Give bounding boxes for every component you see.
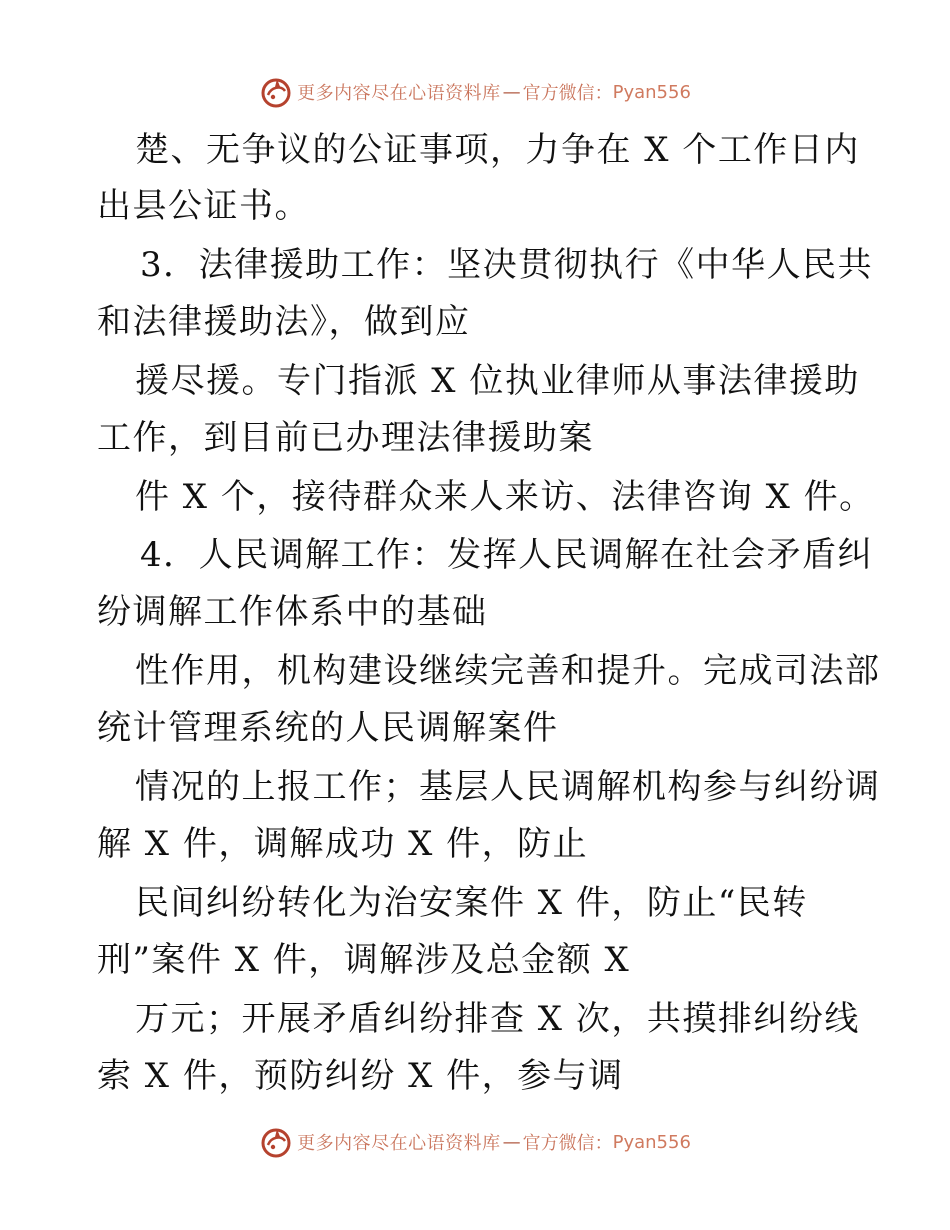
- body-line: 性作用，机构建设继续完善和提升。完成司法部: [135, 651, 881, 691]
- body-line: 出县公证书。: [97, 186, 310, 226]
- body-line: 援尽援。专门指派 X 位执业律师从事法律援助: [135, 361, 860, 401]
- banner-label: 官方微信：: [522, 83, 613, 104]
- body-line: 纷调解工作体系中的基础: [97, 592, 488, 632]
- body-line: 解 X 件，调解成功 X 件，防止: [97, 824, 589, 864]
- body-line: 4．人民调解工作：发挥人民调解在社会矛盾纠: [140, 535, 874, 575]
- body-line: 万元；开展矛盾纠纷排查 X 次，共摸排纠纷线: [135, 999, 860, 1039]
- body-line: 件 X 个，接待群众来人来访、法律咨询 X 件。: [135, 477, 875, 517]
- body-line: 统计管理系统的人民调解案件: [97, 708, 559, 748]
- body-line: 楚、无争议的公证事项，力争在 X 个工作日内: [135, 130, 860, 170]
- body-line: 3．法律援助工作：坚决贯彻执行《中华人民共: [140, 245, 874, 285]
- body-line: 索 X 件，预防纠纷 X 件，参与调: [97, 1056, 624, 1096]
- header-banner: [0, 72, 950, 112]
- banner-separator: —: [502, 1131, 521, 1153]
- banner-label: 官方微信：: [522, 1133, 613, 1154]
- body-line: 刑”案件 X 件，调解涉及总金额 X: [97, 940, 631, 980]
- banner-separator: —: [502, 81, 521, 103]
- body-line: 工作，到目前已办理法律援助案: [97, 418, 594, 458]
- banner-text: 更多内容尽在心语资料库: [297, 1133, 501, 1154]
- body-line: 情况的上报工作；基层人民调解机构参与纠纷调: [135, 767, 881, 807]
- body-line: 民间纠纷转化为治安案件 X 件，防止“民转: [135, 883, 808, 923]
- banner-wechat-id: Pyan556: [612, 1131, 691, 1153]
- banner-text: 更多内容尽在心语资料库: [297, 83, 501, 104]
- body-line: 和法律援助法》，做到应: [97, 302, 471, 342]
- logo-icon: [259, 75, 293, 109]
- banner-wechat-id: Pyan556: [612, 81, 691, 103]
- footer-banner: [0, 1122, 950, 1162]
- logo-icon: [259, 1125, 293, 1159]
